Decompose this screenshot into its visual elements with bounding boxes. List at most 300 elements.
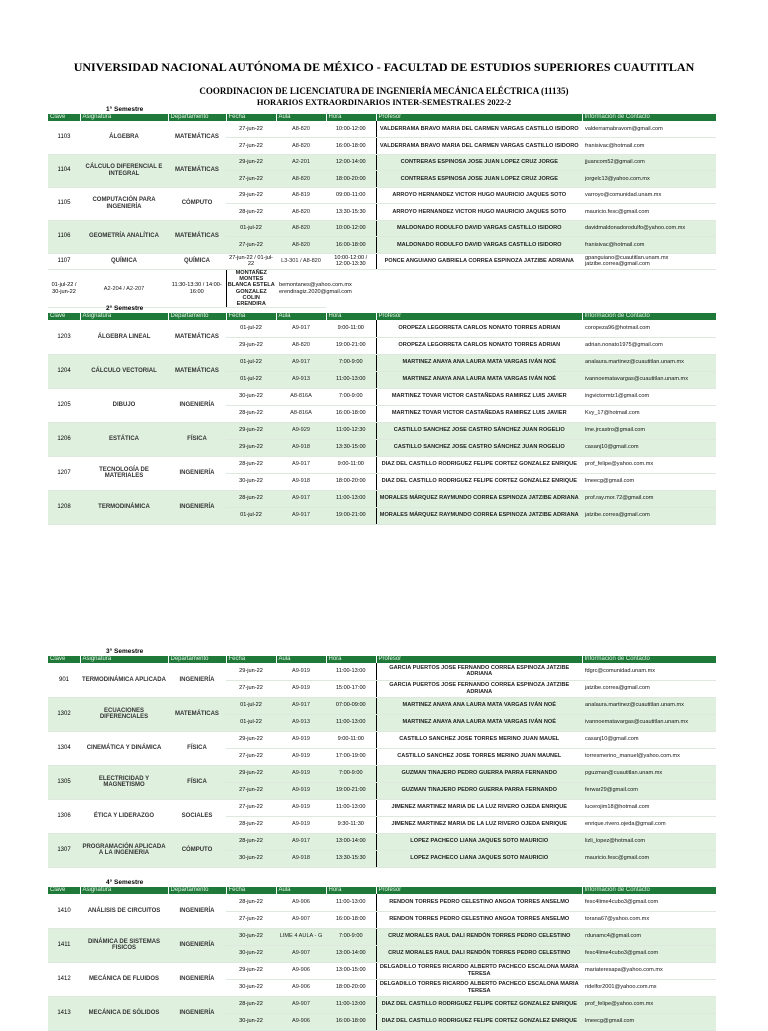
cell-dep: INGENIERÍA xyxy=(168,962,226,996)
cell-hora: 9:30-11:30 xyxy=(326,816,376,833)
cell-mail[interactable]: prof_felipe@yahoo.com.mx xyxy=(582,456,716,473)
cell-aula: A9-906 xyxy=(276,979,326,996)
cell-fecha: 28-jun-22 xyxy=(226,894,276,911)
cell-aula: A9-906 xyxy=(276,894,326,911)
cell-mail[interactable]: casanj10@gmail.com xyxy=(582,731,716,748)
cell-fecha: 28-jun-22 xyxy=(226,833,276,850)
cell-mail[interactable]: franisivac@hotmail.com xyxy=(582,138,716,155)
cell-fecha: 29-jun-22 xyxy=(226,439,276,456)
cell-aula: A9-919 xyxy=(276,731,326,748)
cell-mail[interactable]: mauricio.fesc@gmail.com xyxy=(582,204,716,221)
cell-mail[interactable]: rdunamc4@gmail.com xyxy=(582,928,716,945)
cell-hora: 11:00-13:00 xyxy=(326,714,376,731)
cell-aula: A9-913 xyxy=(276,371,326,388)
cell-mail[interactable]: analaura.martinez@cuautitlan.unam.mx xyxy=(582,354,716,371)
cell-mail[interactable]: gpanguiano@cuautitlan.unam.mx jatzibe.correa@gmail.com xyxy=(582,253,716,270)
cell-clave: 1104 xyxy=(48,154,80,187)
cell-prof: MARTINEZ ANAYA ANA LAURA MATA VARGAS IVÁN NOÉ xyxy=(376,697,582,714)
cell-clave: 1208 xyxy=(48,490,80,524)
cell-hora: 19:00-21:00 xyxy=(326,337,376,354)
cell-mail[interactable]: pguzman@cuautitlan.unam.mx xyxy=(582,765,716,782)
cell-asig: DIBUJO xyxy=(80,388,168,422)
cell-mail[interactable]: lmeecg@gmail.com xyxy=(582,473,716,490)
cell-aula: A9-906 xyxy=(276,1013,326,1030)
cell-aula: A9-919 xyxy=(276,663,326,680)
table-row xyxy=(48,187,716,204)
column-header: Aula xyxy=(276,887,326,894)
university-title: UNIVERSIDAD NACIONAL AUTÓNOMA DE MÉXICO - FACULTAD DE ESTUDIOS SUPERIORES CUAUTITLAN xyxy=(73,60,695,74)
cell-hora: 09:00-11:00 xyxy=(326,187,376,204)
semester-label: 3° Semestre xyxy=(106,648,144,655)
cell-asig: ÁLGEBRA LINEAL xyxy=(80,320,168,354)
cell-prof: ARROYO HERNANDEZ VICTOR HUGO MAURICIO JAQUES SOTO xyxy=(376,187,582,204)
cell-mail[interactable]: lizli_lopez@hotmail.com xyxy=(582,833,716,850)
column-header: Profesor xyxy=(376,656,582,663)
cell-mail[interactable]: jorgelc13@yahoo.com.mx xyxy=(582,171,716,188)
cell-hora: 9:00-11:00 xyxy=(326,320,376,337)
table-row xyxy=(48,220,716,237)
cell-aula: A2-201 xyxy=(276,154,326,171)
column-header: Información de Contacto xyxy=(582,887,716,894)
cell-hora: 9:00-11:00 xyxy=(326,456,376,473)
cell-fecha: 29-jun-22 xyxy=(226,663,276,680)
cell-prof: MALDONADO RODULFO DAVID VARGAS CASTILLO ISIDORO xyxy=(376,237,582,254)
cell-dep: INGENIERÍA xyxy=(168,996,226,1030)
column-header: Fecha xyxy=(226,313,276,320)
cell-mail[interactable]: Kvy_17@hotmail.com xyxy=(582,405,716,422)
cell-prof: CRUZ MORALES RAUL DALI RENDÓN TORRES PEDRO CELESTINO xyxy=(376,945,582,962)
cell-aula: A8-820 xyxy=(276,171,326,188)
cell-hora: 11:00-13:00 xyxy=(326,996,376,1013)
cell-hora: 17:00-19:00 xyxy=(326,748,376,765)
table-row xyxy=(48,663,716,680)
cell-mail[interactable]: fesc4lime4cubo3@gmail.com xyxy=(582,894,716,911)
cell-hora: 10:00-12:00 xyxy=(326,220,376,237)
cell-prof: GARCIA PUERTOS JOSE FERNANDO CORREA ESPINOZA JATZIBE ADRIANA xyxy=(376,680,582,697)
cell-clave: 1305 xyxy=(48,765,80,799)
cell-prof: GARCIA PUERTOS JOSE FERNANDO CORREA ESPINOZA JATZIBE ADRIANA xyxy=(376,663,582,680)
cell-mail[interactable]: torana67@yahoo.com.mx xyxy=(582,911,716,928)
cell-aula: A8-820 xyxy=(276,138,326,155)
cell-asig: ÉTICA Y LIDERAZGO xyxy=(80,799,168,833)
table-row xyxy=(48,388,716,405)
cell-fecha: 30-jun-22 xyxy=(226,850,276,867)
column-header: Hora xyxy=(326,313,376,320)
cell-hora: 12:00-14:00 xyxy=(326,154,376,171)
column-header: Asignatura xyxy=(80,114,168,121)
column-header: Departamento xyxy=(168,114,226,121)
cell-clave: 1413 xyxy=(48,996,80,1030)
cell-hora: 13:30-15:00 xyxy=(326,439,376,456)
column-header: Asignatura xyxy=(80,656,168,663)
coordination-title: COORDINACION DE LICENCIATURA DE INGENIERÍA MECÁNICA ELÉCTRICA (11135) xyxy=(199,86,569,96)
column-header: Aula xyxy=(276,114,326,121)
cell-clave: 1307 xyxy=(48,833,80,867)
cell-prof: VALDERRAMA BRAVO MARIA DEL CARMEN VARGAS CASTILLO ISIDORO xyxy=(376,138,582,155)
cell-aula: A9-917 xyxy=(276,490,326,507)
cell-hora: 11:00-13:00 xyxy=(326,894,376,911)
cell-mail[interactable]: varroyo@comunidad.unam.mx xyxy=(582,187,716,204)
cell-aula: A9-917 xyxy=(276,833,326,850)
cell-mail[interactable]: jjuancom52@gmail.com xyxy=(582,154,716,171)
cell-fecha: 01-jul-22 xyxy=(226,371,276,388)
cell-fecha: 01-jul-22 xyxy=(226,507,276,524)
cell-asig: ELECTRICIDAD Y MAGNETISMO xyxy=(80,765,168,799)
cell-dep: INGENIERÍA xyxy=(168,388,226,422)
cell-fecha: 29-jun-22 xyxy=(226,187,276,204)
cell-hora: 13:30-15:30 xyxy=(326,204,376,221)
cell-clave: 1302 xyxy=(48,697,80,731)
cell-fecha: 27-jun-22 xyxy=(226,121,276,138)
cell-hora: 16:00-18:00 xyxy=(326,138,376,155)
cell-fecha: 28-jun-22 xyxy=(226,456,276,473)
cell-asig: TERMODINÁMICA xyxy=(80,490,168,524)
cell-aula: A9-913 xyxy=(276,714,326,731)
cell-prof: CASTILLO SANCHEZ JOSE CASTRO SÁNCHEZ JUAN ROGELIO xyxy=(376,439,582,456)
cell-aula: A9-919 xyxy=(276,680,326,697)
cell-mail[interactable]: lme.jrcastro@gmail.com xyxy=(582,422,716,439)
table-row xyxy=(48,799,716,816)
cell-hora: 19:00-21:00 xyxy=(326,782,376,799)
cell-fecha: 27-jun-22 xyxy=(226,138,276,155)
cell-aula: A9-917 xyxy=(276,354,326,371)
cell-hora: 16:00-18:00 xyxy=(326,1013,376,1030)
cell-mail[interactable]: lucerojim18@hotmail.com xyxy=(582,799,716,816)
cell-prof: LOPEZ PACHECO LIANA JAQUES SOTO MAURICIO xyxy=(376,833,582,850)
cell-aula: L3-301 / A8-820 xyxy=(276,253,326,270)
cell-fecha: 01-jul-22 xyxy=(226,697,276,714)
column-header: Profesor xyxy=(376,887,582,894)
cell-hora: 7:00-9:00 xyxy=(326,765,376,782)
cell-clave: 1410 xyxy=(48,894,80,928)
column-header: Asignatura xyxy=(80,313,168,320)
cell-aula: A8-820 xyxy=(276,121,326,138)
column-header: Aula xyxy=(276,656,326,663)
cell-mail[interactable]: ivannoematavargas@cuautitlan.unam.mx xyxy=(582,714,716,731)
cell-clave: 1103 xyxy=(48,121,80,154)
cell-asig: QUÍMICA xyxy=(80,253,168,270)
cell-prof: DIAZ DEL CASTILLO RODRIGUEZ FELIPE CORTEZ GONZALEZ ENRIQUE xyxy=(376,996,582,1013)
cell-prof: JIMENEZ MARTINEZ MARIA DE LA LUZ RIVERO OJEDA ENRIQUE xyxy=(376,816,582,833)
column-header: Fecha xyxy=(226,887,276,894)
cell-prof: CRUZ MORALES RAUL DALI RENDÓN TORRES PEDRO CELESTINO xyxy=(376,928,582,945)
cell-asig: MECÁNICA DE FLUIDOS xyxy=(80,962,168,996)
cell-hora: 9:00-11:00 xyxy=(326,731,376,748)
cell-hora: 13:30-15:30 xyxy=(326,850,376,867)
cell-mail[interactable]: ingvictormtz1@gmail.com xyxy=(582,388,716,405)
cell-hora: 18:00-20:00 xyxy=(326,171,376,188)
table-row xyxy=(48,697,716,714)
cell-prof: CONTRERAS ESPINOSA JOSE JUAN LOPEZ CRUZ JORGE xyxy=(376,171,582,188)
cell-aula: A2-204 / A2-207 xyxy=(80,270,168,308)
cell-aula: A9-919 xyxy=(276,799,326,816)
cell-hora: 7:00-9:00 xyxy=(326,388,376,405)
cell-fecha: 01-jul-22 xyxy=(226,714,276,731)
cell-aula: A9-918 xyxy=(276,850,326,867)
cell-asig: PROGRAMACIÓN APLICADA A LA INGENIERIA xyxy=(80,833,168,867)
cell-clave: 1106 xyxy=(48,220,80,253)
cell-hora: 07:00-09:00 xyxy=(326,697,376,714)
cell-aula: A9-919 xyxy=(276,782,326,799)
cell-clave: 1411 xyxy=(48,928,80,962)
cell-dep: FÍSICA xyxy=(168,731,226,765)
cell-aula: A9-919 xyxy=(276,748,326,765)
cell-aula: A9-918 xyxy=(276,439,326,456)
cell-mail[interactable]: lmeecg@gmail.com xyxy=(582,1013,716,1030)
cell-asig: TECNOLOGÍA DE MATERIALES xyxy=(80,456,168,490)
cell-prof: DELGADILLO TORRES RICARDO ALBERTO PACHECO ESCALONA MARIA TERESA xyxy=(376,962,582,979)
cell-fecha: 27-jun-22 xyxy=(226,911,276,928)
cell-mail[interactable]: torresmerino_manuel@yahoo.com.mx xyxy=(582,748,716,765)
cell-prof: MORALES MÁRQUEZ RAYMUNDO CORREA ESPINOZA JATZIBE ADRIANA xyxy=(376,507,582,524)
cell-mail[interactable]: analaura.martinez@cuautitlan.unam.mx xyxy=(582,697,716,714)
column-header: Profesor xyxy=(376,313,582,320)
cell-hora: 11:00-13:00 xyxy=(326,490,376,507)
semester-4-section xyxy=(48,879,716,1031)
cell-asig: COMPUTACIÓN PARA INGENIERÍA xyxy=(80,187,168,220)
cell-hora: 11:00-13:00 xyxy=(326,371,376,388)
table-row xyxy=(48,490,716,507)
cell-prof: RENDON TORRES PEDRO CELESTINO ANGOA TORRES ANSELMO xyxy=(376,911,582,928)
cell-fecha: 01-jul-22 / 30-jun-22 xyxy=(48,270,80,308)
column-header: Clave xyxy=(48,114,80,121)
cell-fecha: 27-jun-22 xyxy=(226,237,276,254)
cell-hora: 16:00-18:00 xyxy=(326,911,376,928)
column-header: Hora xyxy=(326,887,376,894)
cell-aula: A9-907 xyxy=(276,911,326,928)
cell-asig: MECÁNICA DE SÓLIDOS xyxy=(80,996,168,1030)
cell-prof: LOPEZ PACHECO LIANA JAQUES SOTO MAURICIO xyxy=(376,850,582,867)
cell-clave: 1207 xyxy=(48,456,80,490)
cell-fecha: 27-jun-22 / 01-jul-22 xyxy=(226,253,276,270)
cell-asig: CÁLCULO VECTORIAL xyxy=(80,354,168,388)
schedule-title: HORARIOS EXTRAORDINARIOS INTER-SEMESTRALES 2022-2 xyxy=(256,97,512,107)
table-row xyxy=(48,270,716,308)
cell-aula: LIME 4 AULA - G xyxy=(276,928,326,945)
cell-mail[interactable]: coropeza96@hotmail.com xyxy=(582,320,716,337)
cell-clave: 1107 xyxy=(48,253,80,270)
cell-prof: GUZMAN TINAJERO PEDRO GUERRA PARRA FERNANDO xyxy=(376,782,582,799)
schedule-table xyxy=(48,887,717,1031)
cell-fecha: 28-jun-22 xyxy=(226,405,276,422)
cell-aula: A9-917 xyxy=(276,456,326,473)
cell-dep: INGENIERÍA xyxy=(168,894,226,928)
schedule-table xyxy=(48,114,717,308)
cell-mail[interactable]: jatzibe.correa@gmail.com xyxy=(582,507,716,524)
cell-prof: VALDERRAMA BRAVO MARIA DEL CARMEN VARGAS CASTILLO ISIDORO xyxy=(376,121,582,138)
cell-mail[interactable]: adrian.nonato1975@gmail.com xyxy=(582,337,716,354)
table-row xyxy=(48,765,716,782)
cell-mail[interactable]: bemontanes@yahoo.com.mx erendiragiz.2020@gmail.com xyxy=(276,270,326,308)
cell-fecha: 28-jun-22 xyxy=(226,996,276,1013)
cell-mail[interactable]: jatzibe.correa@gmail.com xyxy=(582,680,716,697)
cell-prof: MARTINEZ ANAYA ANA LAURA MATA VARGAS IVÁN NOÉ xyxy=(376,714,582,731)
cell-aula: A8-816A xyxy=(276,388,326,405)
cell-hora: 16:00-18:00 xyxy=(326,405,376,422)
table-row xyxy=(48,154,716,171)
cell-prof: CASTILLO SANCHEZ JOSE TORRES MERINO JUAN MAUNEL xyxy=(376,748,582,765)
cell-clave: 1203 xyxy=(48,320,80,354)
cell-clave: 901 xyxy=(48,663,80,697)
cell-asig: DINÁMICA DE SISTEMAS FISICOS xyxy=(80,928,168,962)
cell-asig: ECUACIONES DIFERENCIALES xyxy=(80,697,168,731)
cell-mail[interactable]: casanj10@gmail.com xyxy=(582,439,716,456)
cell-asig: CÁLCULO DIFERENCIAL E INTEGRAL xyxy=(80,154,168,187)
cell-aula: A9-919 xyxy=(276,765,326,782)
cell-prof: MALDONADO RODULFO DAVID VARGAS CASTILLO ISIDORO xyxy=(376,220,582,237)
cell-fecha: 01-jul-22 xyxy=(226,220,276,237)
cell-aula: A9-917 xyxy=(276,320,326,337)
cell-aula: A9-918 xyxy=(276,473,326,490)
column-header: Clave xyxy=(48,656,80,663)
cell-clave: 1204 xyxy=(48,354,80,388)
cell-prof: JIMENEZ MARTINEZ MARIA DE LA LUZ RIVERO OJEDA ENRIQUE xyxy=(376,799,582,816)
cell-aula: A9-917 xyxy=(276,507,326,524)
cell-aula: A9-907 xyxy=(276,945,326,962)
cell-hora: 15:00-17:00 xyxy=(326,680,376,697)
cell-mail[interactable]: davidmaldonadorodulfo@yahoo.com.mx xyxy=(582,220,716,237)
cell-mail[interactable]: valderramabravom@gmail.com xyxy=(582,121,716,138)
cell-asig: ESTÁTICA xyxy=(80,422,168,456)
cell-prof: DIAZ DEL CASTILLO RODRIGUEZ FELIPE CORTEZ GONZALEZ ENRIQUE xyxy=(376,456,582,473)
cell-fecha: 30-jun-22 xyxy=(226,388,276,405)
cell-aula: A8-819 xyxy=(276,187,326,204)
cell-mail[interactable]: mauricio.fesc@gmail.com xyxy=(582,850,716,867)
column-header: Aula xyxy=(276,313,326,320)
cell-hora: 11:30-13:30 / 14:00-16:00 xyxy=(168,270,226,308)
cell-fecha: 29-jun-22 xyxy=(226,337,276,354)
semester-2-section xyxy=(48,305,716,525)
column-header: Información de Contacto xyxy=(582,313,716,320)
cell-mail[interactable]: ivannoematavargas@cuautitlan.unam.mx xyxy=(582,371,716,388)
cell-aula: A8-820 xyxy=(276,220,326,237)
cell-hora: 18:00-20:00 xyxy=(326,979,376,996)
cell-fecha: 28-jun-22 xyxy=(226,204,276,221)
column-header: Hora xyxy=(326,656,376,663)
cell-hora: 7:00-9:00 xyxy=(326,928,376,945)
cell-aula: A9-929 xyxy=(276,422,326,439)
cell-fecha: 30-jun-22 xyxy=(226,473,276,490)
column-header: Clave xyxy=(48,887,80,894)
cell-mail[interactable]: ridelfor2001@yahoo.com.mx xyxy=(582,979,716,996)
cell-clave: 1306 xyxy=(48,799,80,833)
cell-prof: OROPEZA LEGORRETA CARLOS NONATO TORRES ADRIAN xyxy=(376,337,582,354)
cell-dep: FÍSICA xyxy=(168,422,226,456)
column-header: Profesor xyxy=(376,114,582,121)
cell-fecha: 27-jun-22 xyxy=(226,680,276,697)
cell-mail[interactable]: franisivac@hotmail.com xyxy=(582,237,716,254)
cell-fecha: 01-jul-22 xyxy=(226,354,276,371)
semester-3-section xyxy=(48,648,716,868)
cell-fecha: 30-jun-22 xyxy=(226,1013,276,1030)
column-header: Hora xyxy=(326,114,376,121)
table-row xyxy=(48,962,716,979)
cell-dep: QUÍMICA xyxy=(168,253,226,270)
cell-asig: ANÁLISIS DE CIRCUITOS xyxy=(80,894,168,928)
cell-mail[interactable]: fesc4lime4cubo3@gmail.com xyxy=(582,945,716,962)
cell-hora: 13:00-15:00 xyxy=(326,962,376,979)
cell-prof: MARTINEZ ANAYA ANA LAURA MATA VARGAS IVÁN NOÉ xyxy=(376,371,582,388)
cell-fecha: 28-jun-22 xyxy=(226,816,276,833)
cell-dep: INGENIERÍA xyxy=(168,456,226,490)
column-header: Departamento xyxy=(168,656,226,663)
table-row xyxy=(48,928,716,945)
cell-dep: MATEMÁTICAS xyxy=(168,354,226,388)
cell-dep: INGENIERÍA xyxy=(168,928,226,962)
cell-prof: RENDON TORRES PEDRO CELESTINO ANGOA TORRES ANSELMO xyxy=(376,894,582,911)
cell-hora: 11:00-12:30 xyxy=(326,422,376,439)
cell-hora: 10:00-12:00 / 12:00-13:30 xyxy=(326,253,376,270)
schedule-table xyxy=(48,313,717,525)
cell-fecha: 29-jun-22 xyxy=(226,731,276,748)
cell-fecha: 29-jun-22 xyxy=(226,154,276,171)
cell-dep: FÍSICA xyxy=(168,765,226,799)
table-row xyxy=(48,996,716,1013)
cell-mail[interactable]: enrique.rivero.ojeda@gmail.com xyxy=(582,816,716,833)
cell-fecha: 29-jun-22 xyxy=(226,422,276,439)
cell-fecha: 30-jun-22 xyxy=(226,945,276,962)
cell-dep: INGENIERÍA xyxy=(168,663,226,697)
cell-asig: CINEMÁTICA Y DINÁMICA xyxy=(80,731,168,765)
cell-asig: TERMODINÁMICA APLICADA xyxy=(80,663,168,697)
table-row xyxy=(48,253,716,270)
cell-dep: CÓMPUTO xyxy=(168,187,226,220)
cell-prof: MONTAÑEZ MONTES BLANCA ESTELA GONZALEZ COLIN ERENDIRA xyxy=(227,270,275,308)
cell-dep: MATEMÁTICAS xyxy=(168,220,226,253)
cell-dep: MATEMÁTICAS xyxy=(168,154,226,187)
table-row xyxy=(48,731,716,748)
cell-clave: 1304 xyxy=(48,731,80,765)
cell-asig: GEOMETRÍA ANALÍTICA xyxy=(80,220,168,253)
cell-fecha: 27-jun-22 xyxy=(226,782,276,799)
cell-hora: 13:00-14:00 xyxy=(326,945,376,962)
cell-clave: 1205 xyxy=(48,388,80,422)
table-row xyxy=(48,833,716,850)
cell-hora: 11:00-13:00 xyxy=(326,799,376,816)
cell-clave: 1206 xyxy=(48,422,80,456)
cell-fecha: 27-jun-22 xyxy=(226,171,276,188)
semester-label: 1° Semestre xyxy=(106,106,144,113)
table-row xyxy=(48,121,716,138)
cell-dep: MATEMÁTICAS xyxy=(168,121,226,154)
cell-mail[interactable]: prof_felipe@yahoo.com.mx xyxy=(582,996,716,1013)
cell-clave: 1105 xyxy=(48,187,80,220)
column-header: Fecha xyxy=(226,114,276,121)
column-header: Información de Contacto xyxy=(582,656,716,663)
cell-hora: 10:00-12:00 xyxy=(326,121,376,138)
cell-mail[interactable]: prof.ray.mor.72@gmail.com xyxy=(582,490,716,507)
cell-fecha: 29-jun-22 xyxy=(226,962,276,979)
cell-prof: OROPEZA LEGORRETA CARLOS NONATO TORRES ADRIAN xyxy=(376,320,582,337)
column-header: Clave xyxy=(48,313,80,320)
table-row xyxy=(48,894,716,911)
table-row xyxy=(48,456,716,473)
cell-mail[interactable]: fdgrc@comunidad.unam.mx xyxy=(582,663,716,680)
semester-1-section xyxy=(48,106,716,308)
cell-hora: 7:00-9:00 xyxy=(326,354,376,371)
cell-mail[interactable]: ferwar29@gmail.com xyxy=(582,782,716,799)
cell-fecha: 27-jun-22 xyxy=(226,799,276,816)
column-header: Información de Contacto xyxy=(582,114,716,121)
cell-hora: 16:00-18:00 xyxy=(326,237,376,254)
cell-mail[interactable]: mariateresapa@yahoo.com.mx xyxy=(582,962,716,979)
cell-fecha: 28-jun-22 xyxy=(226,490,276,507)
cell-prof: DIAZ DEL CASTILLO RODRIGUEZ FELIPE CORTEZ GONZALEZ ENRIQUE xyxy=(376,473,582,490)
table-row xyxy=(48,354,716,371)
cell-prof: MORALES MÁRQUEZ RAYMUNDO CORREA ESPINOZA JATZIBE ADRIANA xyxy=(376,490,582,507)
cell-hora: 13:00-14:00 xyxy=(326,833,376,850)
cell-aula: A8-820 xyxy=(276,204,326,221)
